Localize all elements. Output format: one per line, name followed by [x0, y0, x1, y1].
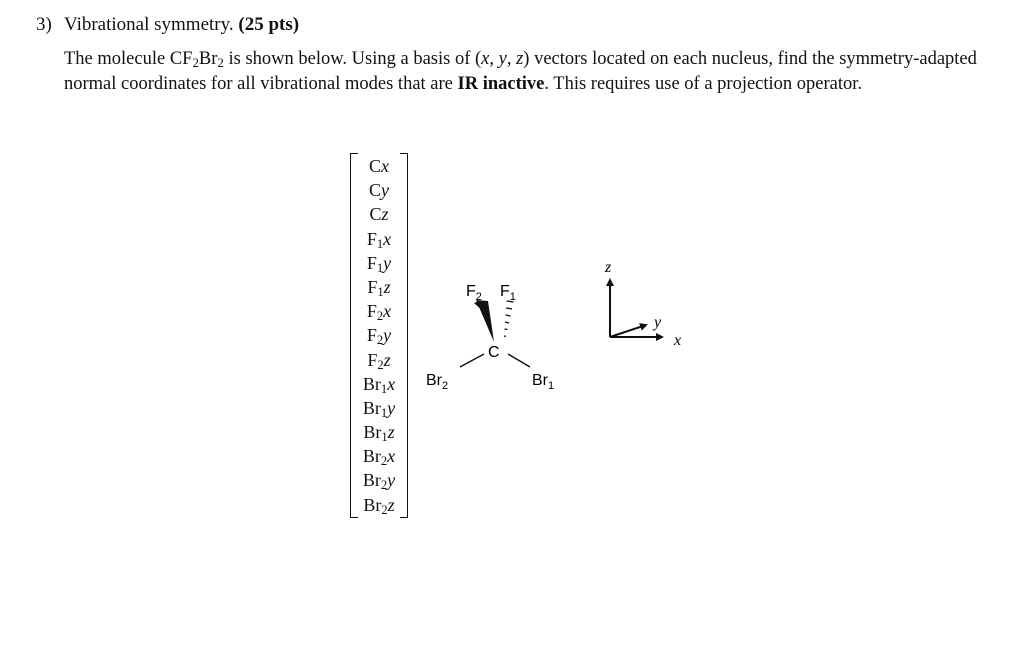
statement-var-x: x: [481, 49, 490, 69]
basis-atom: Br: [362, 470, 381, 491]
statement-sub-1: 2: [192, 55, 199, 71]
basis-atom: F: [367, 276, 378, 297]
basis-coordinate: x: [383, 228, 392, 249]
basis-entry: [350, 372, 408, 396]
basis-atom: F: [366, 301, 377, 322]
basis-atom: Br: [363, 494, 382, 515]
basis-entry: [350, 299, 408, 323]
statement-var-z: z: [516, 49, 524, 69]
z-axis-label: z: [605, 259, 612, 276]
basis-atom-index: 1: [380, 406, 388, 421]
statement-var-y: y: [498, 49, 507, 69]
basis-atom: C: [368, 180, 381, 201]
atom-br2: $Br_2$: [426, 372, 449, 392]
basis-atom: Br: [362, 373, 381, 394]
statement-comma-1: ,: [489, 49, 499, 69]
problem-heading: [36, 13, 986, 37]
statement-text-5: . This requires use of a projection operator.: [544, 73, 863, 94]
basis-atom-index: 1: [376, 236, 384, 251]
basis-entry: [350, 420, 408, 444]
basis-atom-index: 1: [381, 430, 388, 445]
basis-atom: C: [368, 156, 381, 176]
basis-atom-index: 1: [376, 260, 384, 275]
basis-coordinate: y: [387, 470, 396, 491]
problem-statement: [64, 47, 986, 96]
basis-entry: [350, 468, 408, 492]
basis-atom: F: [366, 325, 377, 346]
statement-text-1: The molecule CF: [64, 49, 193, 69]
basis-vector: [350, 153, 408, 518]
basis-atom: C: [369, 204, 382, 225]
atom-c: C: [488, 344, 500, 361]
basis-coordinate: z: [387, 422, 395, 443]
statement-sub-2: 2: [217, 55, 224, 71]
basis-entry: [350, 444, 408, 468]
basis-coordinate: y: [383, 325, 392, 346]
basis-entry: [350, 251, 408, 275]
y-axis-label: y: [654, 314, 662, 331]
atom-f2: $F_2$: [466, 283, 482, 303]
molecule-diagram: [410, 270, 580, 400]
basis-entry: [350, 227, 408, 251]
basis-entry: [350, 348, 408, 372]
basis-atom-index: 2: [380, 454, 388, 469]
basis-entry: [350, 323, 408, 347]
basis-coordinate: y: [387, 397, 396, 418]
basis-vector-list: [350, 154, 408, 517]
basis-coordinate: x: [381, 156, 389, 176]
problem-number: 3): [36, 14, 52, 35]
basis-atom-index: 2: [376, 309, 384, 324]
statement-ir-inactive: IR inactive: [457, 73, 545, 94]
statement-text-2: Br: [198, 49, 218, 69]
basis-coordinate: x: [383, 301, 392, 322]
statement-text-3: is shown below. Using a basis of (: [223, 49, 482, 69]
basis-atom: F: [366, 252, 377, 273]
hashed-bond-f1: [504, 301, 514, 336]
basis-atom: Br: [362, 397, 381, 418]
problem-3: [36, 13, 986, 96]
problem-points: (25 pts): [238, 14, 300, 35]
basis-entry: [350, 275, 408, 299]
basis-coordinate: y: [381, 180, 389, 201]
basis-atom-index: 2: [381, 502, 388, 517]
basis-atom: F: [366, 228, 377, 249]
atom-f1: $F_1$: [500, 283, 516, 303]
atom-br1: $Br_1$: [532, 372, 555, 392]
basis-entry: [350, 178, 408, 202]
basis-coordinate: x: [387, 373, 396, 394]
basis-entry: [350, 154, 408, 178]
bond-br2: [460, 354, 484, 367]
basis-coordinate: z: [381, 204, 389, 225]
basis-coordinate: y: [383, 252, 392, 273]
basis-coordinate: x: [387, 446, 396, 467]
basis-entry: [350, 396, 408, 420]
basis-atom: Br: [363, 422, 382, 443]
basis-atom-index: 1: [377, 285, 384, 300]
basis-entry: [350, 202, 408, 226]
x-axis-label: x: [674, 332, 682, 349]
basis-atom-index: 2: [377, 357, 384, 372]
wedge-solid: [476, 300, 494, 342]
basis-atom-index: 2: [380, 478, 388, 493]
statement-comma-2: ,: [506, 49, 517, 69]
basis-atom-index: 2: [376, 333, 384, 348]
basis-coordinate: z: [383, 276, 391, 297]
y-axis-arrow: [610, 325, 646, 337]
basis-entry: [350, 493, 408, 517]
basis-coordinate: z: [387, 494, 395, 515]
basis-coordinate: z: [383, 349, 391, 370]
basis-atom: F: [367, 349, 378, 370]
basis-atom-index: 1: [380, 381, 388, 396]
bond-br1: [508, 354, 530, 367]
coordinate-axes: [590, 255, 700, 355]
basis-atom: Br: [362, 446, 381, 467]
statement-text-4: ) vectors located on each nucleus, find the symmetry-adapted normal coordinates for all vibrational modes that are: [64, 49, 977, 94]
problem-title: Vibrational symmetry.: [64, 14, 234, 35]
